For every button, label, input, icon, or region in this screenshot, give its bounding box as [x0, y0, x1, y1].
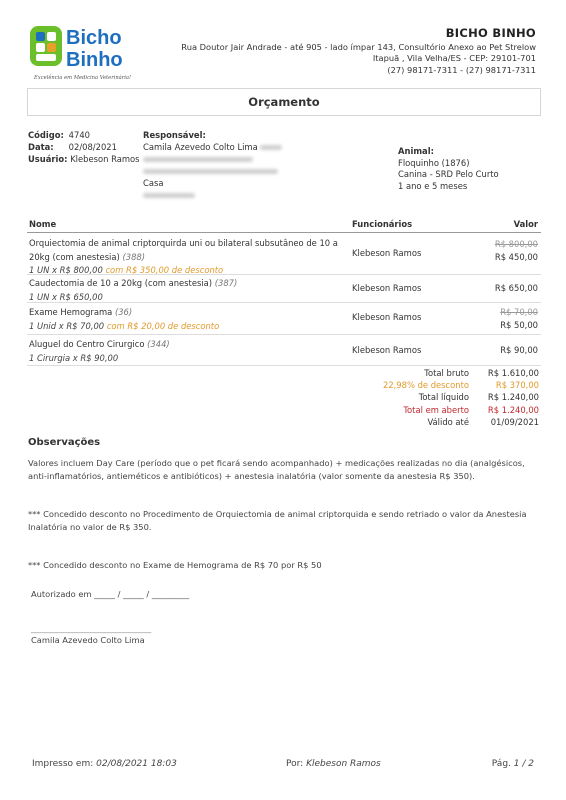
table-row: [27, 275, 541, 303]
item-discount: com R$ 350,00 de desconto: [105, 265, 224, 275]
observation-paragraph: *** Concedido desconto no Procedimento de Orquiectomia de animal criptorquida e sendo retriado o valor da Anestesia Inalatória no valor de R$ 350.: [28, 509, 527, 532]
printed-by-label: Por:: [286, 759, 304, 769]
item-code: (388): [122, 251, 145, 262]
item-employee: Klebeson Ramos: [352, 248, 422, 258]
code-value: 4740: [68, 130, 90, 140]
table-row: [27, 335, 541, 366]
signature-line: _____________________________: [31, 623, 152, 633]
col-value-header: Valor: [513, 219, 538, 229]
item-code: (36): [114, 307, 133, 317]
page-label: Pág.: [491, 759, 511, 769]
quote-info: [28, 129, 140, 165]
item-value: R$ 50,00: [500, 320, 538, 330]
valid-until-label: Válido até: [427, 416, 469, 427]
total-open-value: R$ 1.240,00: [487, 404, 539, 415]
redacted-text: [143, 157, 253, 162]
responsible-label: Responsável:: [143, 130, 206, 140]
date-value: 02/08/2021: [68, 142, 117, 152]
item-name: Orquiectomia de animal criptorquirda uni ou bilateral subsutâneo de 10 a 20kg (com anestesia): [29, 238, 338, 262]
table-header: [27, 214, 541, 233]
item-qty: 1 UN x R$ 650,00: [29, 291, 103, 302]
item-code: (387): [214, 278, 238, 288]
clinic-logo: [28, 22, 146, 84]
item-employee: Klebeson Ramos: [352, 312, 422, 322]
item-code: (344): [147, 339, 170, 349]
user-label: Usuário:: [28, 154, 68, 164]
clinic-name: BICHO BINHO: [445, 26, 536, 40]
item-name: Caudectomia de 10 a 20kg (com anestesia): [29, 278, 213, 288]
clinic-info: [181, 28, 536, 76]
logo-word-2: Binho: [66, 49, 123, 71]
clinic-phones: (27) 98171-7311 - (27) 98171-7311: [387, 64, 536, 75]
logo-tagline: Excelência em Medicina Veterinária!: [34, 75, 132, 81]
total-open-label: Total em aberto: [403, 404, 469, 415]
animal-label: Animal:: [398, 146, 434, 156]
item-name: Aluguel do Centro Cirurgico: [29, 339, 145, 349]
total-gross-value: R$ 1.610,00: [487, 368, 539, 378]
printed-label: Impresso em:: [32, 759, 94, 769]
date-label: Data:: [28, 142, 54, 152]
table-row: [27, 303, 541, 335]
redacted-text: [260, 145, 282, 150]
total-net-label: Total líquido: [418, 392, 469, 403]
observation-paragraph: Valores incluem Day Care (período que o pet ficará sendo acompanhado) + medicações realizadas no dia (analgésicos, anti-inflamatórios, antieméticos e antibióticos) + anestesia inalatória (valor somente da anestesia R$ 350).: [28, 458, 525, 481]
logo-word-1: Bicho: [66, 27, 122, 49]
item-employee: Klebeson Ramos: [352, 345, 422, 355]
responsible-extra: Casa: [143, 178, 164, 188]
item-discount: com R$ 20,00 de desconto: [106, 320, 220, 331]
authorization-line: Autorizado em _____ / _____ / _________: [31, 589, 190, 599]
printed-by: [286, 759, 381, 769]
table-row: [27, 233, 541, 275]
observations-title: Observações: [28, 437, 101, 448]
page-number: [492, 759, 534, 769]
clinic-city: Itapuã , Vila Velha/ES - CEP: 29101-701: [372, 53, 536, 63]
redacted-text: [143, 169, 278, 174]
valid-until-value: 01/09/2021: [490, 416, 539, 427]
item-value: R$ 650,00: [494, 283, 538, 293]
item-value: R$ 90,00: [500, 345, 538, 355]
clinic-address: Rua Doutor Jair Andrade - até 905 - lado ímpar 143, Consultório Anexo ao Pet Strelow: [181, 41, 536, 52]
signature-name: Camila Azevedo Colto Lima: [31, 635, 145, 645]
printed-by-value: Klebeson Ramos: [306, 759, 381, 769]
total-gross-label: Total bruto: [424, 368, 469, 378]
item-qty: 1 Unid x R$ 70,00: [29, 320, 105, 331]
animal-breed: Canina - SRD Pelo Curto: [398, 169, 499, 179]
animal-age: 1 ano e 5 meses: [398, 180, 468, 191]
totals-block: [359, 367, 539, 428]
discount-value: R$ 370,00: [495, 380, 539, 391]
observation-paragraph: *** Concedido desconto no Exame de Hemograma de R$ 70 por R$ 50: [28, 560, 322, 570]
col-func-header: Funcionários: [352, 219, 413, 229]
document-title: Orçamento: [27, 88, 541, 116]
item-qty: 1 Cirurgia x R$ 90,00: [29, 352, 119, 363]
discount-label: 22,98% de desconto: [382, 380, 469, 391]
code-label: Código:: [28, 130, 64, 140]
printed-at: [32, 759, 177, 769]
item-qty: 1 UN x R$ 800,00: [29, 265, 103, 275]
responsible-info: [143, 129, 282, 199]
user-value: Klebeson Ramos: [70, 154, 140, 164]
responsible-name: Camila Azevedo Colto Lima: [143, 142, 258, 152]
item-old-value: R$ 800,00: [494, 239, 538, 249]
items-table: [27, 214, 541, 366]
redacted-text: [143, 193, 195, 198]
item-employee: Klebeson Ramos: [352, 283, 422, 293]
item-name: Exame Hemograma: [29, 307, 113, 317]
page-value: 1 / 2: [513, 759, 534, 769]
printed-value: 02/08/2021 18:03: [96, 759, 177, 769]
animal-info: [398, 146, 499, 192]
item-old-value: R$ 70,00: [500, 307, 538, 317]
col-name-header: Nome: [29, 219, 57, 229]
animal-name: Floquinho (1876): [398, 157, 470, 168]
item-value: R$ 450,00: [494, 252, 538, 262]
total-net-value: R$ 1.240,00: [487, 392, 539, 403]
